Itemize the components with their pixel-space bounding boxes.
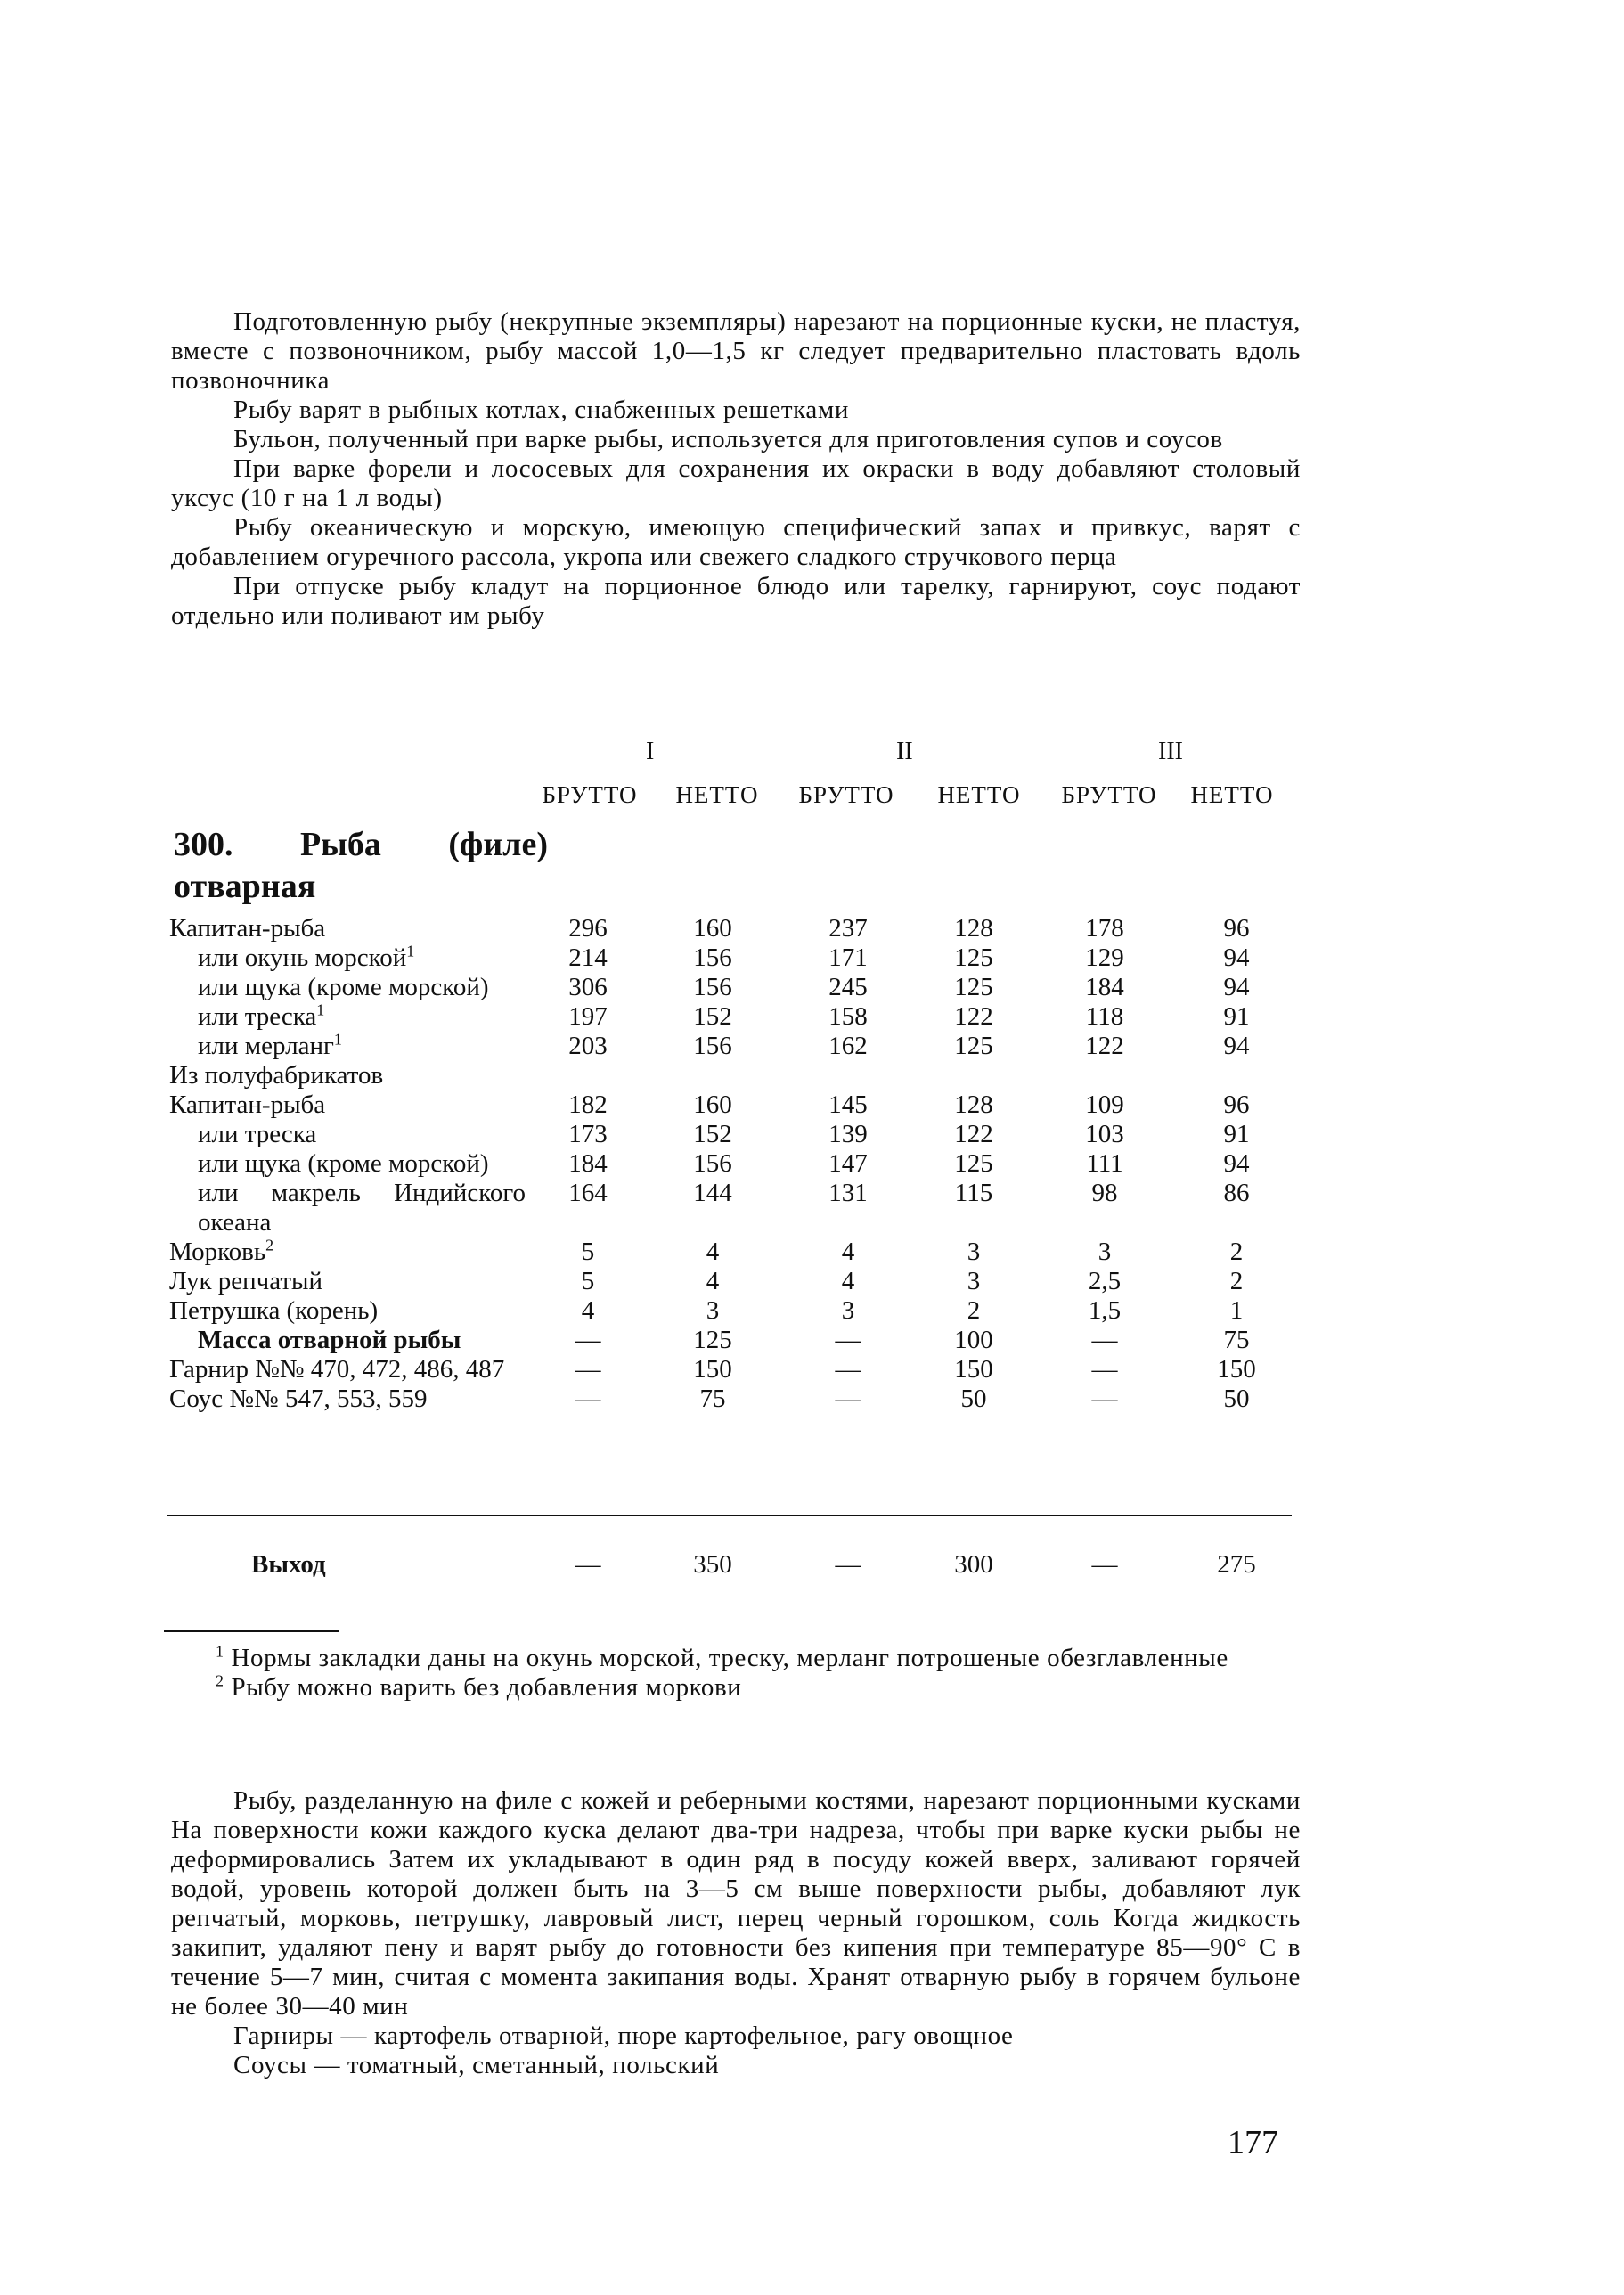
table-cell: 4 <box>706 1237 720 1266</box>
table-cell: 50 <box>960 1384 987 1413</box>
table-cell: 2 <box>1229 1237 1244 1266</box>
table-row <box>169 1061 1292 1090</box>
table-row <box>169 1032 1292 1061</box>
table-cell: — <box>1091 1384 1118 1413</box>
table-cell: 125 <box>954 1149 993 1178</box>
column-header: БРУТТО <box>1061 781 1157 808</box>
table-cell: 150 <box>954 1355 993 1384</box>
section-label: Из полуфабрикатов <box>169 1061 384 1090</box>
table-row <box>169 1296 1292 1326</box>
ingredient-name: Масса отварной рыбы <box>198 1326 461 1354</box>
column-header: НЕТТО <box>1190 781 1274 808</box>
ingredient-name: Гарнир №№ 470, 472, 486, 487 <box>169 1355 505 1384</box>
table-cell: — <box>575 1326 601 1354</box>
table-cell: 125 <box>954 1032 993 1060</box>
table-cell: 94 <box>1223 1032 1250 1060</box>
total-label: Выход <box>251 1550 326 1579</box>
total-row <box>169 1550 1292 1580</box>
table-cell: 109 <box>1085 1090 1124 1119</box>
table-cell: 184 <box>568 1149 608 1178</box>
table-cell: 3 <box>841 1296 855 1325</box>
table-cell: 75 <box>699 1384 726 1413</box>
table-cell: 3 <box>1098 1237 1112 1266</box>
table-cell: 147 <box>828 1149 868 1178</box>
column-header: БРУТТО <box>798 781 894 808</box>
table-row <box>169 1120 1292 1149</box>
table-cell: — <box>835 1384 861 1413</box>
table-cell: 91 <box>1223 1120 1250 1148</box>
table-cell: 91 <box>1223 1002 1250 1031</box>
table-row <box>169 1179 1292 1237</box>
table-cell: 171 <box>828 943 868 972</box>
table-cell: 296 <box>568 914 608 943</box>
table-cell: 2,5 <box>1088 1267 1122 1295</box>
group-header-ii: II <box>896 738 913 765</box>
ingredient-name: или макрель Индийского океана <box>198 1179 526 1237</box>
paragraph: Гарниры — картофель отварной, пюре картофельное, рагу овощное <box>233 2021 1014 2050</box>
ingredient-name: или окунь морской$^1$ <box>198 942 415 972</box>
table-cell: 100 <box>954 1326 993 1354</box>
table-cell: 182 <box>568 1090 608 1119</box>
table-row <box>169 1149 1292 1179</box>
paragraph: Соусы — томатный, сметанный, польский <box>233 2051 720 2079</box>
table-row <box>169 1355 1292 1384</box>
table-cell: 350 <box>693 1550 732 1579</box>
table-cell: 125 <box>954 943 993 972</box>
table-cell: 5 <box>581 1237 595 1266</box>
table-row <box>169 914 1292 943</box>
table-cell: 150 <box>693 1355 732 1384</box>
table-cell: 86 <box>1223 1179 1250 1207</box>
ingredient-name: или мерланг$^1$ <box>198 1030 342 1060</box>
table-cell: 156 <box>693 1032 732 1060</box>
table-cell: — <box>575 1384 601 1413</box>
table-cell: 122 <box>954 1002 993 1031</box>
table-cell: 103 <box>1085 1120 1124 1148</box>
table-cell: — <box>575 1355 601 1384</box>
table-cell: 128 <box>954 1090 993 1119</box>
table-cell: 4 <box>841 1267 855 1295</box>
table-cell: 145 <box>828 1090 868 1119</box>
recipe-title: 300. Рыба (филе) отварная <box>174 826 548 905</box>
table-cell: 94 <box>1223 973 1250 1001</box>
table-cell: 2 <box>1229 1267 1244 1295</box>
paragraph: При отпуске рыбу кладут на порционное блюдо или тарелку, гарнируют, соус подают отдельно или поливают им рыбу <box>171 572 1301 630</box>
table-cell: — <box>835 1326 861 1354</box>
table-cell: 160 <box>693 914 732 943</box>
table-cell: 96 <box>1223 914 1250 943</box>
table-cell: 152 <box>693 1002 732 1031</box>
table-cell: 122 <box>954 1120 993 1148</box>
table-cell: — <box>575 1550 601 1579</box>
table-cell: 3 <box>967 1237 981 1266</box>
intro-text <box>171 307 1301 631</box>
paragraph: При варке форели и лососевых для сохранения их окраски в воду добавляют столовый уксус (10 г на 1 л воды) <box>171 454 1301 512</box>
table-cell: 306 <box>568 973 608 1001</box>
table-cell: 115 <box>954 1179 993 1207</box>
table-row <box>169 943 1292 973</box>
table-cell: 156 <box>693 973 732 1001</box>
table-cell: 125 <box>693 1326 732 1354</box>
table-cell: 162 <box>828 1032 868 1060</box>
ingredient-name: или щука (кроме морской) <box>198 973 489 1001</box>
table-cell: 160 <box>693 1090 732 1119</box>
table-cell: — <box>1091 1550 1118 1579</box>
ingredient-name: или треска$^1$ <box>198 1000 325 1031</box>
ingredient-name: или щука (кроме морской) <box>198 1149 489 1178</box>
ingredient-name: Соус №№ 547, 553, 559 <box>169 1384 428 1413</box>
paragraph: Рыбу океаническую и морскую, имеющую специфический запах и привкус, варят с добавлением огуречного рассола, укропа или свежего сладкого стручкового перца <box>171 513 1301 571</box>
table-cell: 156 <box>693 943 732 972</box>
page-number: 177 <box>1228 2124 1278 2161</box>
table-row <box>169 973 1292 1002</box>
table-cell: 129 <box>1085 943 1124 972</box>
ingredient-name: Капитан-рыба <box>169 914 326 943</box>
table-cell: 94 <box>1223 1149 1250 1178</box>
table-cell: 50 <box>1223 1384 1250 1413</box>
table-cell: 144 <box>693 1179 732 1207</box>
table-divider <box>167 1515 1292 1516</box>
paragraph: Бульон, полученный при варке рыбы, используется для приготовления супов и соусов <box>233 425 1223 453</box>
footnotes <box>167 1644 1298 1703</box>
table-row <box>169 1384 1292 1414</box>
table-cell: 152 <box>693 1120 732 1148</box>
table-cell: 3 <box>967 1267 981 1295</box>
footnote-divider <box>164 1630 339 1632</box>
table-cell: 245 <box>828 973 868 1001</box>
table-cell: 96 <box>1223 1090 1250 1119</box>
group-header-iii: III <box>1158 738 1183 765</box>
method-text <box>171 1786 1301 2080</box>
table-cell: 156 <box>693 1149 732 1178</box>
ingredient-name: Петрушка (корень) <box>169 1296 379 1325</box>
table-cell: 3 <box>706 1296 720 1325</box>
paragraph: Рыбу, разделанную на филе с кожей и реберными костями, нарезают порционными кусками На поверхности кожи каждого куска делают два-три надреза, чтобы при варке куски рыбы не деформировались Затем их укладывают в один ряд в посуду кожей вверх, заливают горячей водой, уровень которой должен быть на 3—5 см выше поверхности рыбы, добавляют лук репчатый, морковь, петрушку, лавровый лист, перец черный горошком, соль Когда жидкость закипит, удаляют пену и варят рыбу до готовности без кипения при температуре 85—90° С в течение 5—7 мин, считая с момента закипания воды. Хранят отварную рыбу в горячем бульоне не более 30—40 мин <box>171 1786 1301 2021</box>
table-cell: — <box>1091 1326 1118 1354</box>
table-cell: — <box>835 1355 861 1384</box>
paragraph: Рыбу варят в рыбных котлах, снабженных решетками <box>233 396 849 424</box>
table-cell: 118 <box>1085 1002 1124 1031</box>
table-row <box>169 1267 1292 1296</box>
table-cell: 98 <box>1091 1179 1118 1207</box>
table-cell: 150 <box>1217 1355 1256 1384</box>
table-cell: 4 <box>841 1237 855 1266</box>
table-cell: 178 <box>1085 914 1124 943</box>
table-cell: 237 <box>828 914 868 943</box>
table-cell: 203 <box>568 1032 608 1060</box>
table-cell: 1,5 <box>1088 1296 1122 1325</box>
table-cell: — <box>835 1550 861 1579</box>
table-cell: 173 <box>568 1120 608 1148</box>
table-cell: 111 <box>1086 1149 1123 1178</box>
table-cell: 122 <box>1085 1032 1124 1060</box>
footnote: $^2$ Рыбу можно варить без добавления моркови <box>216 1671 742 1702</box>
table-row <box>169 1002 1292 1032</box>
table-cell: 300 <box>954 1550 993 1579</box>
table-cell: 2 <box>967 1296 981 1325</box>
table-cell: 75 <box>1223 1326 1250 1354</box>
ingredients-table <box>169 914 1292 1414</box>
table-cell: 128 <box>954 914 993 943</box>
table-cell: 214 <box>568 943 608 972</box>
column-header: НЕТТО <box>675 781 759 808</box>
paragraph: Подготовленную рыбу (некрупные экземпляры) нарезают на порционные куски, не пластуя, вместе с позвоночником, рыбу массой 1,0—1,5 кг следует предварительно пластовать вдоль позвоночника <box>171 307 1301 395</box>
table-cell: 125 <box>954 973 993 1001</box>
table-cell: — <box>1091 1355 1118 1384</box>
table-cell: 1 <box>1229 1296 1244 1325</box>
table-row <box>169 1090 1292 1120</box>
column-header: БРУТТО <box>542 781 638 808</box>
table-cell: 4 <box>581 1296 595 1325</box>
table-cell: 158 <box>828 1002 868 1031</box>
table-cell: 275 <box>1217 1550 1256 1579</box>
table-cell: 139 <box>828 1120 868 1148</box>
table-row <box>169 1237 1292 1267</box>
table-cell: 184 <box>1085 973 1124 1001</box>
table-cell: 197 <box>568 1002 608 1031</box>
table-row <box>169 1326 1292 1355</box>
table-cell: 164 <box>568 1179 608 1207</box>
table-cell: 131 <box>828 1179 868 1207</box>
table-cell: 94 <box>1223 943 1250 972</box>
footnote: $^1$ Нормы закладки даны на окунь морской, треску, мерланг потрошеные обезглавленные <box>216 1642 1228 1672</box>
ingredient-name: или треска <box>198 1120 317 1148</box>
table-cell: 4 <box>706 1267 720 1295</box>
column-header: НЕТТО <box>937 781 1021 808</box>
group-header-i: I <box>646 738 655 765</box>
ingredient-name: Капитан-рыба <box>169 1090 326 1119</box>
ingredient-name: Лук репчатый <box>169 1267 323 1295</box>
ingredient-name: Морковь$^2$ <box>169 1236 274 1266</box>
table-cell: 5 <box>581 1267 595 1295</box>
